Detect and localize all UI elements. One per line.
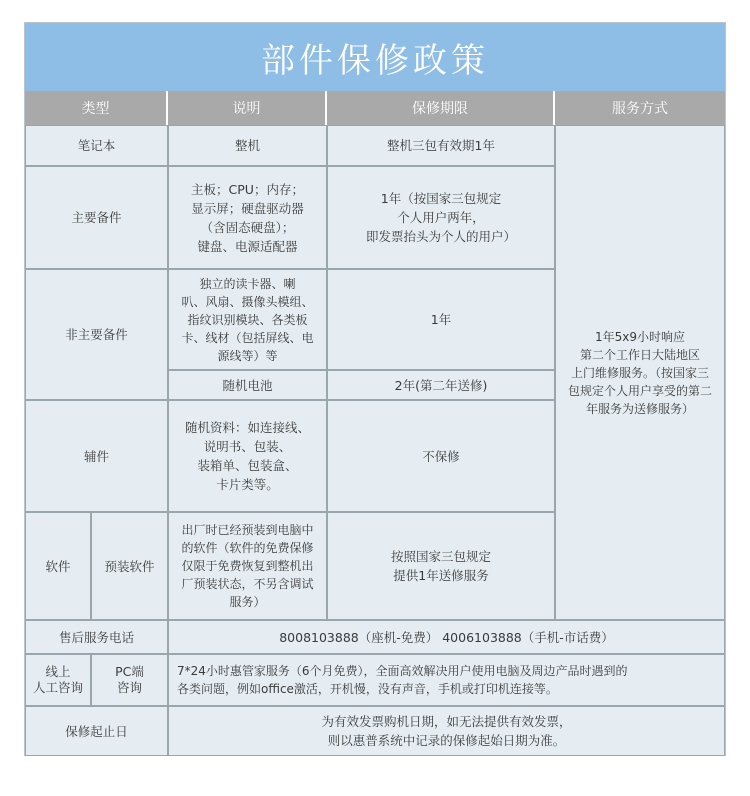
accessories-desc: 随机资料：如连接线、 说明书、包装、 装箱单、包装盒、 卡片类等。 xyxy=(168,400,327,512)
hotline-label: 售后服务电话 xyxy=(25,620,168,654)
main-parts-period: 1年（按国家三包规定 个人用户两年， 即发票抬头为个人的用户） xyxy=(327,166,555,269)
minor-parts-desc: 独立的读卡器、喇 叭、风扇、摄像头模组、 指纹识别模块、各类板 卡、线材（包括屏线、电 源线等）等 xyxy=(168,269,327,370)
minor-parts-type: 非主要备件 xyxy=(25,269,168,400)
page-title: 部件保修政策 xyxy=(25,23,725,91)
software-period: 按照国家三包规定 提供1年送修服务 xyxy=(327,512,555,620)
notebook-desc: 整机 xyxy=(168,125,327,166)
accessories-period: 不保修 xyxy=(327,400,555,512)
accessories-type: 辅件 xyxy=(25,400,168,512)
notebook-type: 笔记本 xyxy=(25,125,168,166)
header-type: 类型 xyxy=(25,91,168,125)
online-label: 线上 人工咨询 xyxy=(25,654,91,706)
software-subtype: 预装软件 xyxy=(91,512,168,620)
start-date-label: 保修起止日 xyxy=(25,706,168,756)
notebook-period: 整机三包有效期1年 xyxy=(327,125,555,166)
header-warranty-period: 保修期限 xyxy=(327,91,555,125)
battery-period: 2年(第二年送修) xyxy=(327,370,555,400)
hotline-value: 8008103888（座机-免费） 4006103888（手机-市话费） xyxy=(168,620,725,654)
service-method: 1年5x9小时响应 第二个工作日大陆地区 上门维修服务。（按国家三 包规定个人用户享受的第二 年服务为送修服务） xyxy=(555,125,725,620)
software-desc: 出厂时已经预装到电脑中 的软件（软件的免费保修 仅限于免费恢复到整机出 厂预装状态，不另含调试 服务） xyxy=(168,512,327,620)
software-type: 软件 xyxy=(25,512,91,620)
header-description: 说明 xyxy=(168,91,327,125)
main-parts-desc: 主板；CPU；内存； 显示屏；硬盘驱动器 （含固态硬盘）； 键盘、电源适配器 xyxy=(168,166,327,269)
online-value: 7*24小时惠管家服务（6个月免费），全面高效解决用户使用电脑及周边产品时遇到的 各类问题，例如office激活，开机慢，没有声音，手机或打印机连接等。 xyxy=(168,654,725,706)
header-service-method: 服务方式 xyxy=(555,91,725,125)
online-sublabel: PC端 咨询 xyxy=(91,654,168,706)
minor-parts-period: 1年 xyxy=(327,269,555,370)
start-date-value: 为有效发票购机日期，如无法提供有效发票， 则以惠普系统中记录的保修起始日期为准。 xyxy=(168,706,725,756)
battery-desc: 随机电池 xyxy=(168,370,327,400)
main-parts-type: 主要备件 xyxy=(25,166,168,269)
